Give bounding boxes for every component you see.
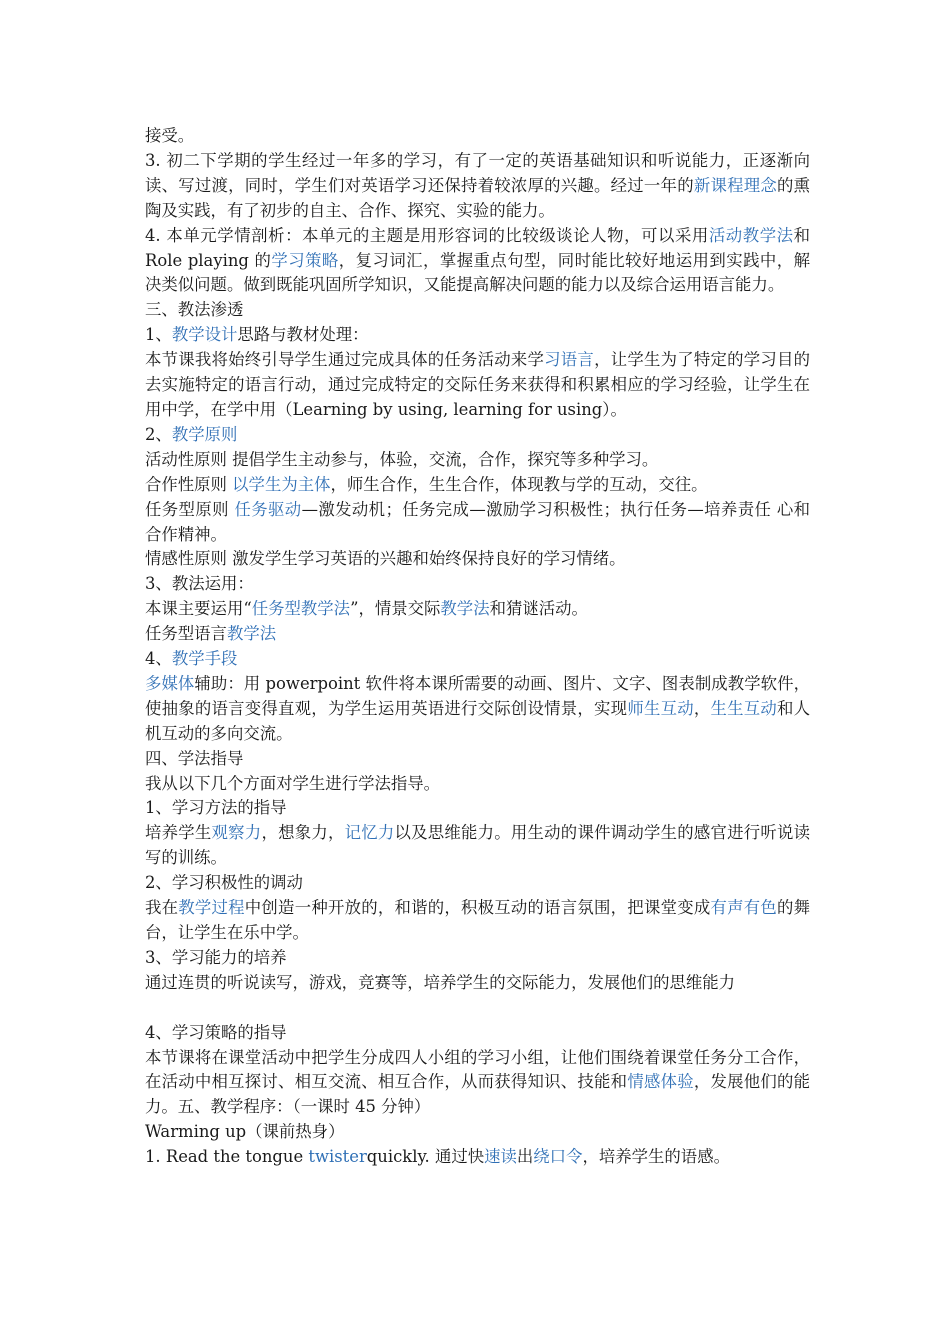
paragraph — [145, 448, 810, 473]
paragraph — [145, 572, 810, 597]
paragraph — [145, 946, 810, 971]
paragraph-text: 我从以下几个方面对学生进行学法指导。 — [145, 773, 441, 793]
paragraph-text: 任务型原则 — [145, 499, 235, 519]
hyperlink-term[interactable]: 师生互动 — [627, 698, 694, 718]
hyperlink-term[interactable]: 教学法 — [226, 624, 277, 644]
hyperlink-term[interactable]: 速读 — [484, 1147, 517, 1167]
paragraph — [145, 747, 810, 772]
hyperlink-term[interactable]: 任务驱动 — [234, 499, 302, 519]
paragraph-text: 本节课我将始终引导学生通过完成具体的任务活动来学 — [145, 350, 545, 370]
paragraph — [145, 622, 810, 647]
paragraph-text: ， — [693, 698, 711, 718]
paragraph — [145, 996, 810, 1021]
paragraph — [145, 473, 810, 498]
paragraph-text: 我在 — [145, 898, 179, 918]
paragraph-text: ，想象力， — [261, 823, 345, 843]
paragraph — [145, 1120, 810, 1145]
paragraph-text: 中创造一种开放的，和谐的，积极互动的语言氛围，把课堂变成 — [244, 898, 711, 918]
paragraph-text: 和 Role playing 的 — [145, 225, 810, 270]
paragraph — [145, 597, 810, 622]
paragraph — [145, 871, 810, 896]
paragraph-text: 培养学生 — [145, 823, 212, 843]
paragraph-text: 情感性原则 激发学生学习英语的兴趣和始终保持良好的学习情绪。 — [145, 549, 626, 569]
paragraph-text: 思路与教材处理： — [237, 325, 369, 345]
paragraph — [145, 821, 810, 871]
paragraph-text: ，复习词汇，掌握重点句型，同时能比较好地运用到实践中，解决类似问题。做到既能巩固所学知识，又能提高解决问题的能力以及综合运用语言能力。 — [145, 250, 811, 295]
paragraph — [145, 149, 810, 224]
paragraph-text: 合作性原则 — [145, 474, 233, 494]
paragraph — [145, 224, 810, 299]
paragraph-text: ，发展他们的能力。五、教学程序：（一课时 45 分钟） — [145, 1072, 811, 1117]
paragraph-text: Warming up（课前热身） — [145, 1122, 345, 1142]
paragraph-text: 3、教法运用： — [145, 574, 254, 594]
hyperlink-term[interactable]: 观察力 — [211, 823, 262, 843]
hyperlink-term[interactable]: 习语言 — [544, 350, 595, 370]
paragraph-text: 四、学法指导 — [145, 748, 244, 768]
paragraph — [145, 1145, 810, 1170]
paragraph-text: 本节课将在课堂活动中把学生分成四人小组的学习小组，让他们围绕着课堂任务分工合作，在活动中相互探讨、相互交流、相互合作，从而获得知识、技能和 — [145, 1047, 810, 1092]
paragraph-text: 辅助：用 powerpoint 软件将本课所需要的动画、图片、文字、图表制成教学软件，使抽象的语言变得直观，为学生运用英语进行交际创设情景，实现 — [145, 673, 811, 718]
paragraph — [145, 796, 810, 821]
hyperlink-term[interactable]: 多媒体 — [145, 673, 195, 693]
paragraph — [145, 772, 810, 797]
paragraph-text: 3、学习能力的培养 — [145, 947, 287, 967]
hyperlink-term[interactable]: twister — [308, 1147, 367, 1167]
hyperlink-term[interactable]: 教学法 — [440, 599, 490, 619]
paragraph-text: 的舞台，让学生在乐中学。 — [145, 898, 811, 942]
paragraph-text: 4、 — [145, 649, 172, 669]
paragraph-text: 1、学习方法的指导 — [145, 798, 287, 818]
paragraph-text: 通过连贯的听说读写，游戏，竞赛等，培养学生的交际能力，发展他们的思维能力 — [145, 972, 736, 992]
paragraph — [145, 323, 810, 348]
paragraph-text: 三、教法渗透 — [145, 300, 244, 320]
hyperlink-term[interactable]: 有声有色 — [710, 898, 777, 918]
hyperlink-term[interactable]: 新课程理念 — [693, 175, 777, 195]
hyperlink-term[interactable]: 学习策略 — [271, 250, 339, 270]
paragraph-text: quickly. 通过快 — [366, 1147, 485, 1167]
paragraph-text: 4、学习策略的指导 — [145, 1022, 287, 1042]
paragraph — [145, 896, 810, 946]
paragraph-text: —激发动机；任务完成—激励学习积极性；执行任务—培养责任 心和合作精神。 — [145, 499, 811, 544]
paragraph-text: 和人机互动的多向交流。 — [145, 698, 811, 743]
paragraph — [145, 1046, 810, 1121]
paragraph-text: 以及思维能力。用生动的课件调动学生的感官进行听说读写的训练。 — [145, 823, 811, 868]
paragraph-text: 任务型语言 — [145, 624, 227, 644]
paragraph-text: 4. 本单元学情剖析：本单元的主题是用形容词的比较级谈论人物，可以采用 — [145, 225, 709, 245]
paragraph-text: ，师生合作，生生合作，体现教与学的互动，交往。 — [330, 474, 708, 494]
paragraph — [145, 298, 810, 323]
paragraph-text: 和猜谜活动。 — [489, 599, 588, 619]
hyperlink-term[interactable]: 教学原则 — [171, 424, 238, 444]
hyperlink-term[interactable]: 生生互动 — [710, 698, 778, 718]
paragraph — [145, 647, 810, 672]
paragraph-text: ，培养学生的语感。 — [582, 1147, 730, 1167]
paragraph-text: 出 — [516, 1147, 534, 1167]
paragraph-text: 活动性原则 提倡学生主动参与，体验，交流，合作，探究等多种学习。 — [145, 449, 659, 469]
hyperlink-term[interactable]: 绕口令 — [533, 1147, 583, 1167]
paragraph — [145, 971, 810, 996]
paragraph-text: 3. 初二下学期的学生经过一年多的学习，有了一定的英语基础知识和听说能力，正逐渐向读、写过渡，同时，学生们对英语学习还保持着较浓厚的兴趣。经过一年的 — [145, 150, 810, 195]
paragraph-text: 接受。 — [145, 126, 195, 145]
paragraph — [145, 547, 810, 572]
paragraph — [145, 672, 810, 747]
hyperlink-term[interactable]: 活动教学法 — [708, 225, 794, 245]
hyperlink-term[interactable]: 教学手段 — [171, 649, 238, 669]
hyperlink-term[interactable]: 任务型教学法 — [251, 599, 351, 619]
document-body — [145, 124, 810, 1170]
paragraph — [145, 1021, 810, 1046]
paragraph — [145, 423, 810, 448]
hyperlink-term[interactable]: 情感体验 — [627, 1072, 694, 1092]
paragraph-text: 本课主要运用“ — [145, 599, 252, 619]
paragraph-text: ，让学生为了特定的学习目的去实施特定的语言行动，通过完成特定的交际任务来获得和积累相应的学习经验，让学生在用中学，在学中用（Learning by using, learning for using）。 — [145, 350, 811, 419]
paragraph-text: 1、 — [145, 325, 172, 345]
hyperlink-term[interactable]: 教学过程 — [178, 898, 245, 918]
hyperlink-term[interactable]: 教学设计 — [171, 325, 238, 345]
paragraph-text: 的熏陶及实践，有了初步的自主、合作、探究、实验的能力。 — [145, 175, 811, 220]
paragraph — [145, 498, 810, 548]
paragraph — [145, 124, 810, 149]
hyperlink-term[interactable]: 记忆力 — [344, 823, 395, 843]
paragraph-text: 1. Read the tongue — [145, 1147, 309, 1167]
paragraph-text: 2、 — [145, 424, 172, 444]
hyperlink-term[interactable]: 以学生为主体 — [232, 474, 331, 494]
paragraph-text: ”，情景交际 — [350, 599, 441, 619]
paragraph-text: 2、学习积极性的调动 — [145, 873, 303, 893]
paragraph — [145, 348, 810, 423]
